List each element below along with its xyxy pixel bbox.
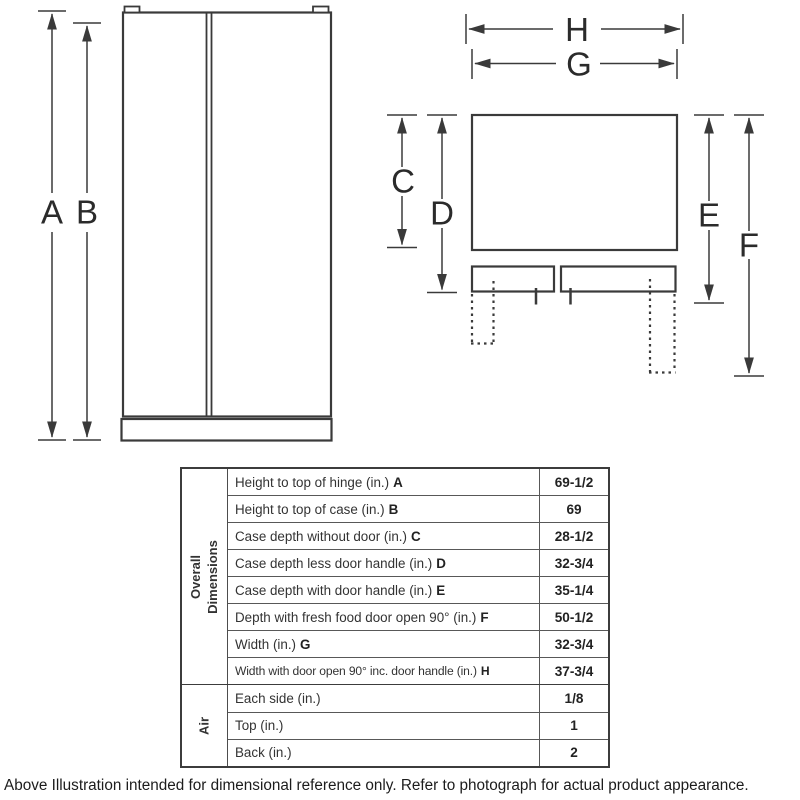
- dimensions-table: [180, 467, 610, 768]
- dim-label-h: H: [565, 11, 589, 48]
- fridge-case: [123, 13, 331, 417]
- table-row: [228, 685, 608, 712]
- row-value: 28-1/2: [539, 523, 608, 549]
- door-plan-right: [561, 267, 676, 292]
- row-value: 32-3/4: [539, 550, 608, 576]
- table-section-air: [182, 685, 608, 766]
- table-row: [228, 631, 608, 658]
- row-label: Top (in.): [235, 718, 284, 734]
- section-header-text: Overall Dimensions: [187, 539, 220, 614]
- open-door-handle-outline-right: [649, 279, 676, 373]
- row-value: 32-3/4: [539, 631, 608, 657]
- row-label: Height to top of case (in.) B: [235, 501, 399, 517]
- row-value: 1/8: [539, 685, 608, 711]
- case-plan: [472, 115, 677, 250]
- row-value: 69-1/2: [539, 469, 608, 495]
- row-label: Width (in.) G: [235, 636, 311, 652]
- row-value: 50-1/2: [539, 604, 608, 630]
- row-label: Back (in.): [235, 745, 292, 761]
- row-letter: F: [480, 609, 489, 625]
- dim-label-a: A: [40, 193, 64, 231]
- table-row: [228, 577, 608, 604]
- row-value: 35-1/4: [539, 577, 608, 603]
- table-row: [228, 496, 608, 523]
- row-value: 1: [539, 713, 608, 739]
- table-section-overall-dimensions: [182, 469, 608, 685]
- row-value: 69: [539, 496, 608, 522]
- section-rows: [228, 469, 608, 684]
- dimension-b: [73, 23, 101, 440]
- table-row: [228, 550, 608, 577]
- table-row: [228, 523, 608, 550]
- section-header-air: [182, 685, 228, 766]
- table-row: [228, 658, 608, 684]
- row-letter: D: [436, 555, 446, 571]
- dim-label-c: C: [391, 162, 415, 200]
- hinge-left: [125, 7, 140, 13]
- section-header-overall-dimensions: [182, 469, 228, 684]
- section-header-text: Air: [196, 716, 212, 735]
- row-label: Each side (in.): [235, 690, 321, 706]
- dim-label-g: G: [566, 45, 592, 83]
- row-letter: E: [436, 582, 446, 598]
- footer-note: Above Illustration intended for dimensional reference only. Refer to photograph for actual product appearance.: [4, 777, 749, 794]
- top-view: [471, 115, 677, 373]
- table-row: [228, 604, 608, 631]
- row-value: 2: [539, 740, 608, 766]
- table-row: [228, 469, 608, 496]
- table-row: [228, 713, 608, 740]
- row-label: Case depth less door handle (in.) D: [235, 555, 446, 571]
- row-label: Case depth without door (in.) C: [235, 528, 421, 544]
- dim-label-d: D: [430, 194, 454, 232]
- front-view: [122, 7, 332, 441]
- row-letter: B: [388, 501, 399, 517]
- hinge-right: [313, 7, 329, 13]
- door-plan-left: [472, 267, 554, 292]
- table-row: [228, 740, 608, 766]
- row-label: Width with door open 90° inc. door handle (in.) H: [235, 664, 490, 679]
- dim-label-e: E: [697, 196, 721, 234]
- row-label: Case depth with door handle (in.) E: [235, 582, 446, 598]
- dim-label-b: B: [75, 193, 99, 231]
- row-letter: G: [300, 636, 311, 652]
- row-letter: H: [480, 664, 490, 679]
- dim-label-f: F: [738, 226, 760, 264]
- row-letter: C: [410, 528, 421, 544]
- row-label: Depth with fresh food door open 90° (in.) F: [235, 609, 489, 625]
- section-rows: [228, 685, 608, 766]
- row-value: 37-3/4: [539, 658, 608, 684]
- row-letter: A: [393, 474, 403, 490]
- fridge-base-kickplate: [122, 419, 332, 441]
- row-label: Height to top of hinge (in.) A: [235, 474, 403, 490]
